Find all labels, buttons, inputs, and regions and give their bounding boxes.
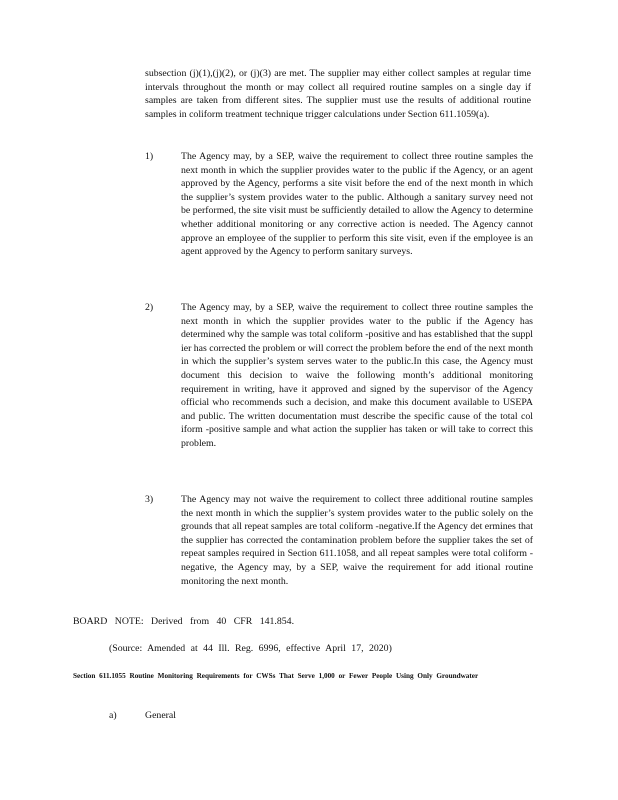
item-paragraph: The Agency may, by a SEP, waive the requirement to collect three routine samples the next month in which the supplier provides water to the public if the Agency has determined why the sample was total coliform -positive and has established that the suppl ier has corrected the problem or will correct the problem before the end of the next month in which the supplier’s system serves water to the public.In this case, the Agency must document this decision to waive the following month’s additional monitoring requirement in writing, have it approved and signed by the supervisor of the Agency official who recommends such a decision, and make this document available to USEPA and public. The written documentation must describe the specific cause of the total col iform -positive sample and what action the supplier has taken or will take to correct this problem. xyxy=(181,302,534,449)
item-paragraph: The Agency may not waive the requirement to collect three additional routine samples the next month in which the supplier’s system provides water to the public solely on the grounds that all repeat samples are total coliform -negative.If the Agency det ermines that the supplier has corrected the contamination problem before the supplier takes the set of repeat samples required in Section 611.1058, and all repeat samples were total coliform -negative, the Agency may, by a SEP, waive the requirement for add itional routine monitoring the next month. xyxy=(181,494,533,587)
item-number: 2) xyxy=(145,302,154,313)
source-note: (Source: Amended at 44 Ill. Reg. 6996, effective April 17, 2020) xyxy=(109,643,392,654)
intro-paragraph: subsection (j)(1),(j)(2), or (j)(3) are met. The supplier may either collect samples at regular time intervals throughout the month or may collect all required routine samples on a single day if samples are taken from different sites. The supplier must use the results of additional routine samples in coliform treatment technique trigger calculations under Section 611.1059(a). xyxy=(145,68,531,120)
board-note: BOARD NOTE: Derived from 40 CFR 141.854. xyxy=(73,616,295,627)
item-paragraph: The Agency may, by a SEP, waive the requirement to collect three routine samples the next month in which the supplier provides water to the public if the Agency, or an agent approved by the Agency, performs a site visit before the end of the next month in which the supplier’s system provides water to the public. Although a sanitary survey need not be performed, the site visit must be sufficiently detailed to allow the Agency to determine whether additional monitoring or any corrective action is needed. The Agency cannot approve an employee of the supplier to perform this site visit, even if the employee is an agent approved by the Agency to perform sanitary surveys. xyxy=(181,151,533,258)
item-number: 3) xyxy=(145,494,154,505)
subsection-label: General xyxy=(145,710,177,721)
section-heading: Section 611.1055 Routine Monitoring Requirements for CWSs That Serve 1,000 or Fewer People Using Only Groundwater xyxy=(73,672,479,680)
item-number: 1) xyxy=(145,151,154,162)
subsection-number: a) xyxy=(109,710,117,721)
